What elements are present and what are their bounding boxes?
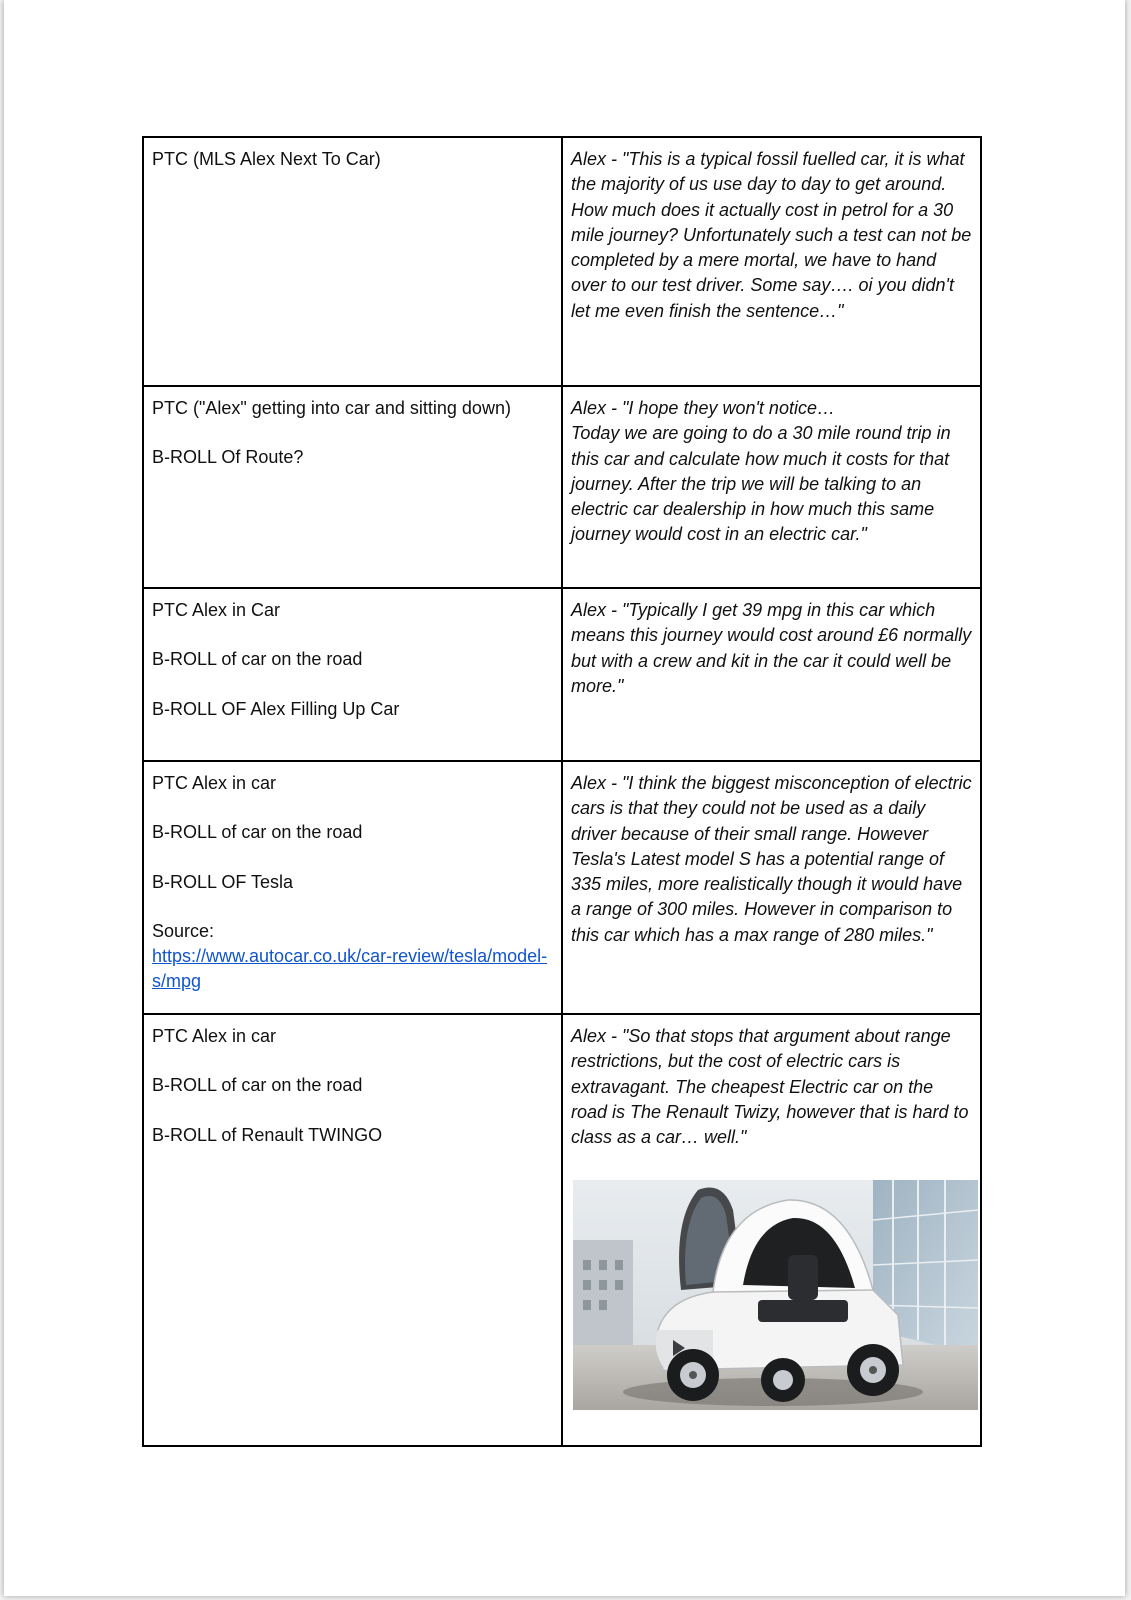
shot-text: PTC Alex in Car: [152, 600, 281, 620]
shot-cell: [143, 1014, 562, 1446]
document-page: [4, 0, 1125, 1596]
source-label: Source:: [152, 920, 215, 941]
shot-text: B-ROLL of car on the road: [152, 649, 363, 670]
dialogue-cell: [562, 761, 981, 1014]
script-table: [142, 136, 982, 1447]
dialogue-cell: [562, 1014, 981, 1446]
shot-text: B-ROLL of car on the road: [152, 1075, 363, 1096]
dialogue-text: Alex - "I hope they won't notice… Today we are going to do a 30 mile round trip in this car and calculate how much it costs for that journey. After the trip we will be talking to an electric car dealership in how much this same journey would cost in an electric car.": [571, 398, 951, 545]
shot-cell: [143, 761, 562, 1014]
shot-text: B-ROLL of car on the road: [152, 822, 363, 843]
table-row: [143, 1014, 981, 1446]
shot-cell: [143, 386, 562, 588]
table-row: [143, 386, 981, 588]
dialogue-text: Alex - "I think the biggest misconception of electric cars is that they could not be used as a daily driver because of their small range. However Tesla's Latest model S has a potential range of 335 miles, more realistically though it would have a range of 300 miles. However in comparison to this car which has a max range of 280 miles.": [571, 773, 972, 945]
dialogue-cell: [562, 137, 981, 386]
shot-text: PTC Alex in car: [152, 773, 277, 793]
shot-text: B-ROLL of Renault TWINGO: [152, 1124, 383, 1145]
table-row: [143, 761, 981, 1014]
shot-cell: [143, 588, 562, 761]
shot-cell: [143, 137, 562, 386]
shot-text: B-ROLL OF Tesla: [152, 871, 294, 892]
source-block: [152, 919, 553, 995]
table-row: [143, 588, 981, 761]
dialogue-cell: [562, 386, 981, 588]
shot-text: PTC ("Alex" getting into car and sitting down): [152, 398, 511, 418]
shot-text: B-ROLL Of Route?: [152, 447, 304, 468]
renault-twizy-image: [573, 1180, 978, 1410]
dialogue-text: Alex - "So that stops that argument about range restrictions, but the cost of electric cars is extravagant. The cheapest Electric car on the road is The Renault Twizy, however that is hard to class as a car… well.": [571, 1026, 969, 1148]
source-link[interactable]: https://www.autocar.co.uk/car-review/tesla/model-s/mpg: [152, 946, 548, 992]
dialogue-text: Alex - "Typically I get 39 mpg in this car which means this journey would cost around £6 normally but with a crew and kit in the car it could well be more.": [571, 600, 972, 696]
dialogue-text: Alex - "This is a typical fossil fuelled car, it is what the majority of us use day to day to get around. How much does it actually cost in petrol for a 30 mile journey? Unfortunately such a test can not be completed by a mere mortal, we have to hand over to our test driver. Some say…. oi you didn't let me even finish the sentence…": [571, 149, 972, 321]
shot-text: PTC Alex in car: [152, 1026, 277, 1046]
table-row: [143, 137, 981, 386]
shot-text: B-ROLL OF Alex Filling Up Car: [152, 698, 400, 719]
shot-text: PTC (MLS Alex Next To Car): [152, 149, 381, 169]
dialogue-cell: [562, 588, 981, 761]
